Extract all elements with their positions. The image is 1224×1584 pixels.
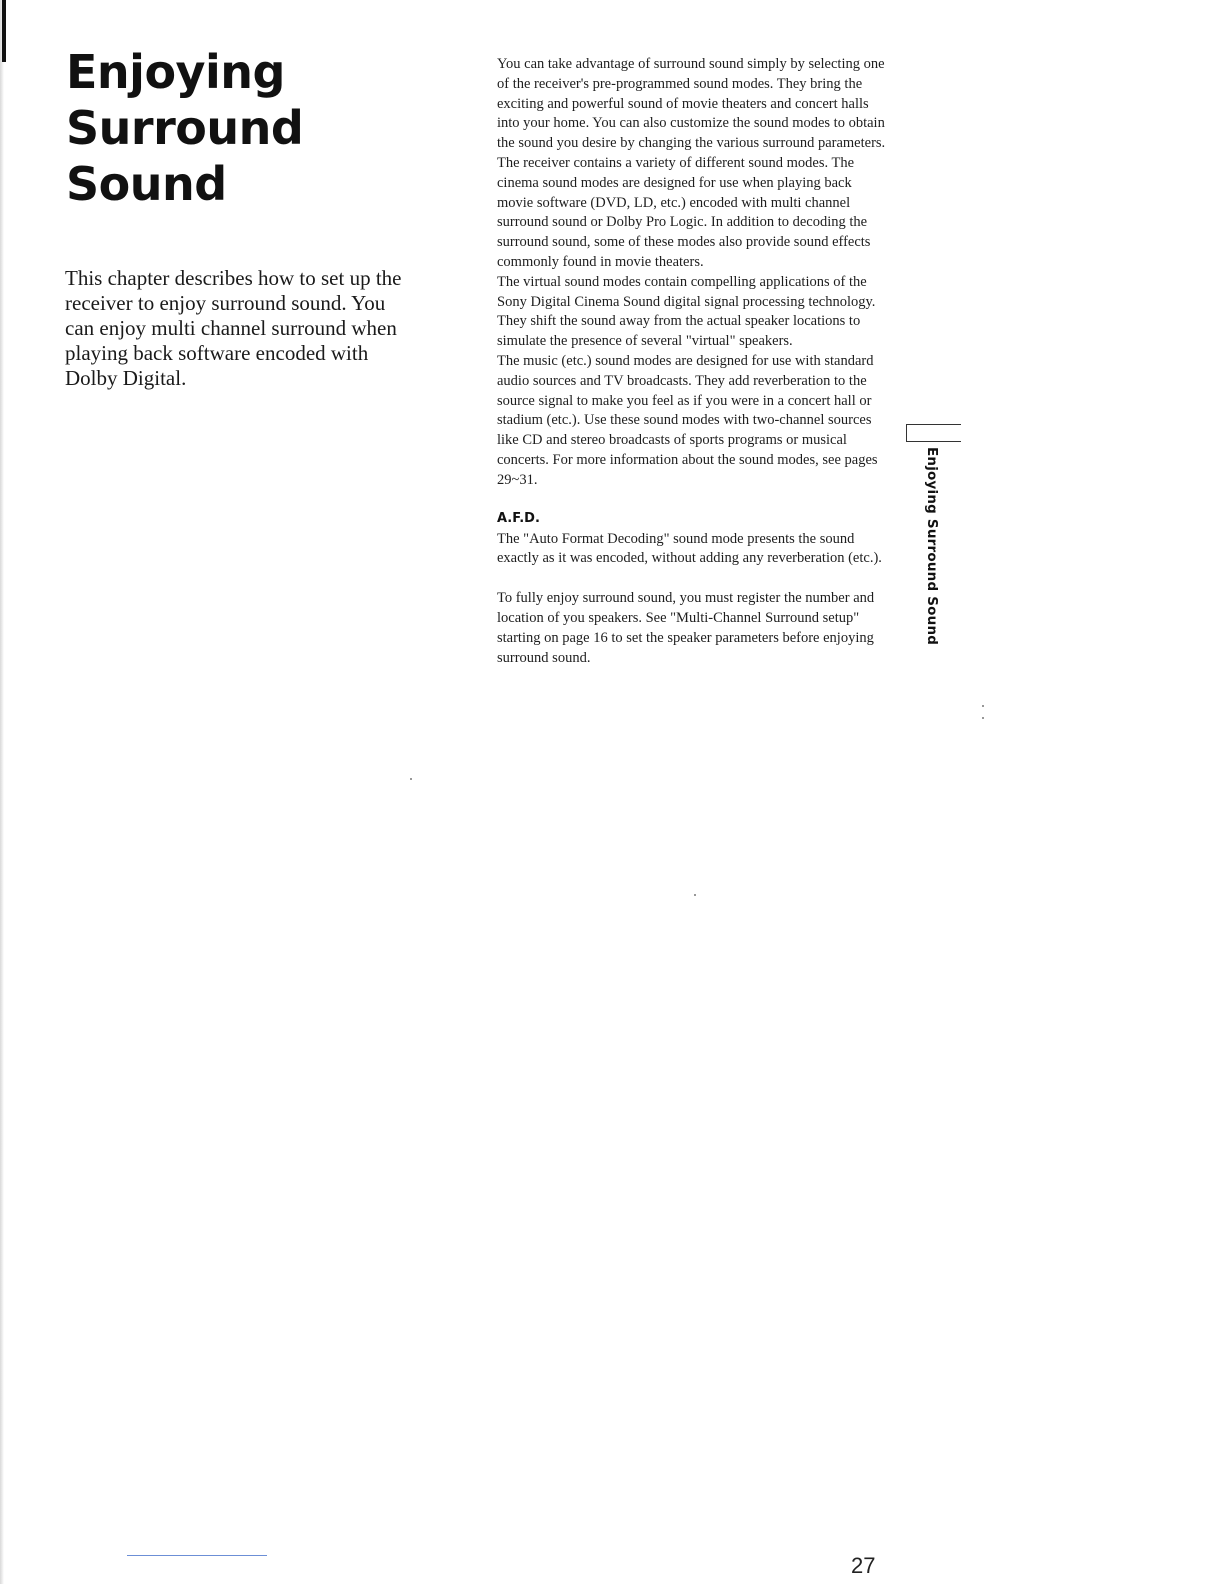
bottom-rule [127,1555,267,1556]
afd-heading: A.F.D. [497,510,540,526]
body-column [497,55,889,668]
closing-paragraph: To fully enjoy surround sound, you must register the number and location of you speakers. See "Multi-Channel Surround setup" starting on page 16 to set the speaker parameters before enjoying surround sound. [497,590,875,666]
chapter-intro: This chapter describes how to set up the receiver to enjoy surround sound. You can enjoy multi channel surround when playing back software encoded with Dolby Digital. [65,266,402,390]
chapter-title-line: Enjoying [66,45,285,99]
scan-speck [982,717,984,719]
body-paragraph: The virtual sound modes contain compelling applications of the Sony Digital Cinema Sound digital signal processing technology. They shift the sound away from the actual speaker locations to simulate the presence of several "virtual" speakers. [497,273,876,350]
scan-edge [0,0,4,1584]
chapter-title [66,44,386,212]
side-tab-bracket [906,424,961,442]
body-paragraph: The music (etc.) sound modes are designed for use with standard audio sources and TV broadcasts. They add reverberation to the source signal to make you feel as if you were in a concert hall or stadium (etc.). Use these sound modes with two-channel sources like CD and stereo broadcasts of sports programs or musical concerts. For more information about the sound modes, see pages 29~31. [497,352,878,488]
scan-mark [2,0,6,62]
chapter-title-line: Surround [66,101,304,155]
paragraph-spacer [497,569,889,589]
body-paragraph: You can take advantage of surround sound simply by selecting one of the receiver's pre-programmed sound modes. They bring the exciting and powerful sound of movie theaters and concert halls into your home. You can also customize the sound modes to obtain the sound you desire by changing the various surround parameters. [497,56,886,152]
side-tab-label: Enjoying Surround Sound [924,447,940,646]
chapter-title-line: Sound [66,157,227,211]
scan-speck [982,705,984,707]
body-paragraph: The receiver contains a variety of different sound modes. The cinema sound modes are designed for use when playing back movie software (DVD, LD, etc.) encoded with multi channel surround sound or Dolby Pro Logic. In addition to decoding the surround sound, some of these modes also provide sound effects commonly found in movie theaters. [497,154,871,270]
afd-paragraph: The "Auto Format Decoding" sound mode presents the sound exactly as it was encoded, without adding any reverberation (etc.). [497,530,882,567]
scan-speck [694,894,696,896]
scan-speck [410,778,412,780]
page-number: 27 [851,1553,876,1578]
